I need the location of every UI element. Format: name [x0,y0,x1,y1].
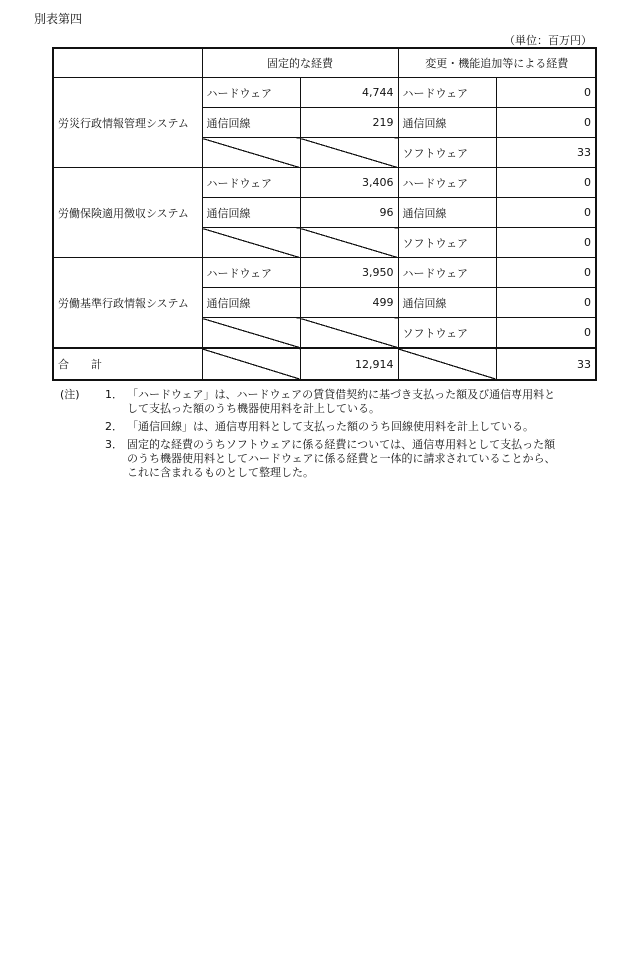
diagonal-empty-cell [300,138,398,168]
diagonal-empty-cell [202,348,300,380]
table-row [53,258,596,288]
change-item-label: ハードウェア [398,258,496,288]
page-title: 別表第四 [34,12,83,26]
note-item [60,388,560,416]
change-item-label: ソフトウェア [398,138,496,168]
header-fixed-costs: 固定的な経費 [202,48,398,78]
fixed-item-label: ハードウェア [202,168,300,198]
total-label: 合 計 [53,348,202,380]
header-blank-cell [53,48,202,78]
unit-label: （単位：百万円） [504,34,592,47]
header-change-costs: 変更・機能追加等による経費 [398,48,596,78]
total-row [53,348,596,380]
change-item-label: ソフトウェア [398,318,496,349]
note-text: 「ハードウェア」は、ハードウェアの賃貸借契約に基づき支払った額及び通信専用料として支払った額のうち機器使用料を計上している。 [127,388,556,415]
fixed-item-label: ハードウェア [202,258,300,288]
change-item-label: 通信回線 [398,108,496,138]
note-item [60,438,560,480]
table-row [53,168,596,198]
fixed-item-label: ハードウェア [202,78,300,108]
change-item-value: 0 [496,228,596,258]
fixed-item-value: 96 [300,198,398,228]
fixed-item-label: 通信回線 [202,198,300,228]
fixed-item-value: 499 [300,288,398,318]
note-number: 1． [105,388,123,401]
change-item-label: ハードウェア [398,168,496,198]
note-number: 2． [105,420,123,433]
note-number: 3． [105,438,123,451]
fixed-item-label: 通信回線 [202,108,300,138]
table-row [53,78,596,108]
change-item-value: 0 [496,168,596,198]
diagonal-empty-cell [300,228,398,258]
cost-table [52,47,597,381]
change-item-value: 0 [496,198,596,228]
fixed-item-value: 3,406 [300,168,398,198]
note-text: 「通信回線」は、通信専用料として支払った額のうち回線使用料を計上している。 [127,420,534,433]
diagonal-empty-cell [398,348,496,380]
change-item-value: 33 [496,138,596,168]
diagonal-empty-cell [300,318,398,349]
change-item-value: 0 [496,78,596,108]
header-row [53,48,596,78]
fixed-item-value: 219 [300,108,398,138]
total-change-value: 33 [496,348,596,380]
diagonal-empty-cell [202,138,300,168]
change-item-label: ハードウェア [398,78,496,108]
system-name: 労働基準行政情報システム [53,258,202,349]
system-name: 労働保険適用徴収システム [53,168,202,258]
diagonal-empty-cell [202,318,300,349]
notes-mark: (注) [60,388,80,401]
note-item [60,420,560,434]
change-item-value: 0 [496,318,596,349]
total-fixed-value: 12,914 [300,348,398,380]
change-item-label: 通信回線 [398,198,496,228]
change-item-value: 0 [496,288,596,318]
diagonal-empty-cell [202,228,300,258]
fixed-item-value: 4,744 [300,78,398,108]
note-text: 固定的な経費のうちソフトウェアに係る経費については、通信専用料として支払った額のうち機器使用料としてハードウェアに係る経費と一体的に請求されていることから、これに含まれるものとして整理した。 [127,438,556,479]
notes-section [60,388,560,484]
change-item-label: 通信回線 [398,288,496,318]
fixed-item-label: 通信回線 [202,288,300,318]
change-item-value: 0 [496,258,596,288]
change-item-value: 0 [496,108,596,138]
fixed-item-value: 3,950 [300,258,398,288]
change-item-label: ソフトウェア [398,228,496,258]
system-name: 労災行政情報管理システム [53,78,202,168]
